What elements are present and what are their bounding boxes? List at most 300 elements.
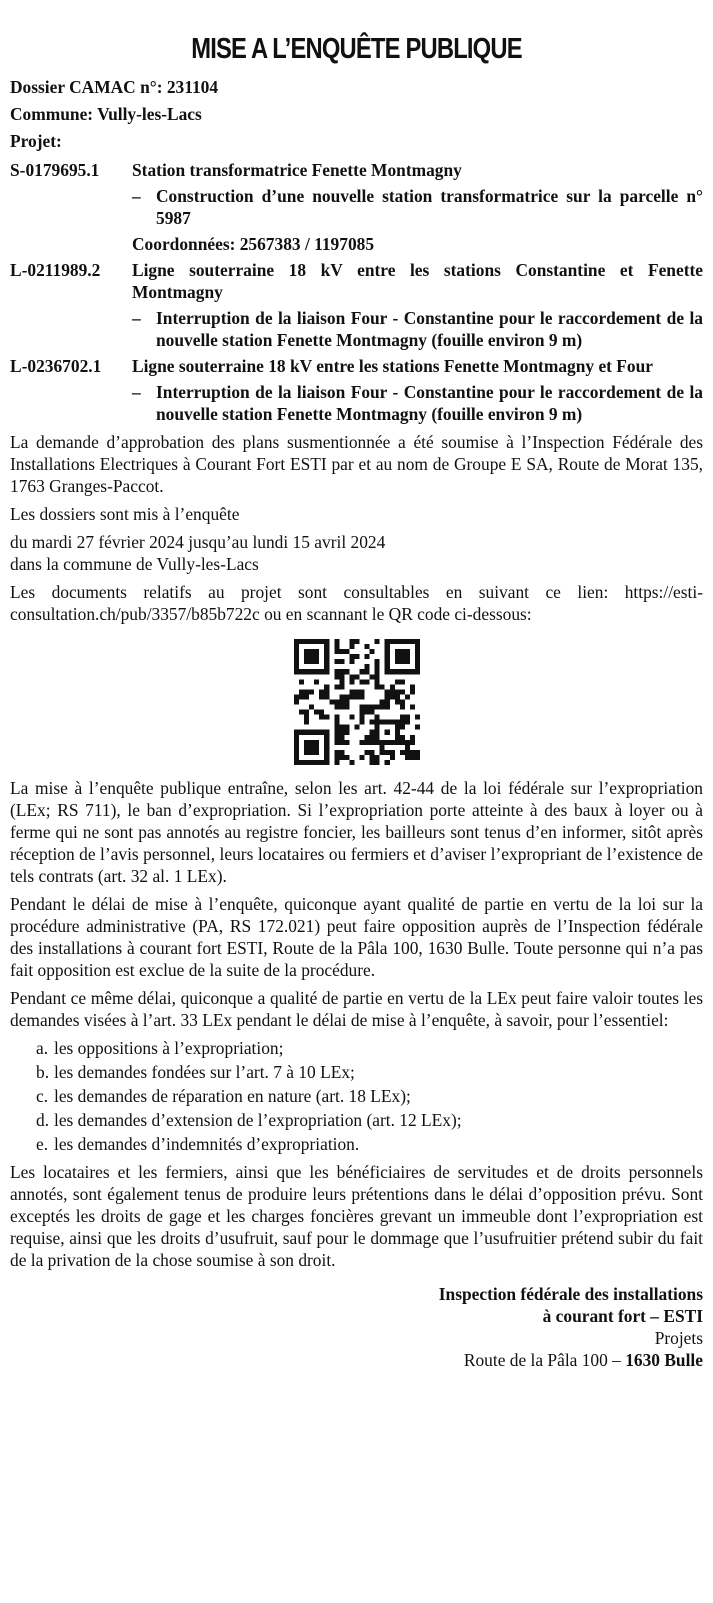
qr-module xyxy=(304,715,309,720)
qr-module xyxy=(344,730,349,735)
qr-module xyxy=(384,740,389,745)
qr-module xyxy=(304,649,309,654)
qr-module xyxy=(334,735,339,740)
qr-module xyxy=(374,740,379,745)
qr-module xyxy=(299,689,304,694)
list-text: les demandes de réparation en nature (art. 18 LEx); xyxy=(54,1086,411,1106)
qr-module xyxy=(359,679,364,684)
qr-module xyxy=(324,735,329,740)
project-detail-text: Construction d’une nouvelle station transformatrice sur la parcelle n° 5987 xyxy=(156,186,703,228)
qr-module xyxy=(314,740,319,745)
qr-module xyxy=(339,674,344,679)
qr-module xyxy=(404,649,409,654)
qr-module xyxy=(369,760,374,765)
qr-module xyxy=(344,725,349,730)
qr-module xyxy=(324,644,329,649)
qr-module xyxy=(389,684,394,689)
qr-module xyxy=(309,730,314,735)
qr-module xyxy=(404,750,409,755)
qr-module xyxy=(304,659,309,664)
qr-module xyxy=(304,750,309,755)
project-detail xyxy=(132,381,703,425)
qr-module xyxy=(369,735,374,740)
qr-module xyxy=(374,664,379,669)
qr-module xyxy=(304,710,309,715)
qr-module xyxy=(324,684,329,689)
qr-module xyxy=(409,750,414,755)
qr-module xyxy=(384,659,389,664)
qr-module xyxy=(384,730,389,735)
qr-module xyxy=(344,649,349,654)
qr-module xyxy=(354,689,359,694)
qr-module xyxy=(369,710,374,715)
qr-module xyxy=(364,705,369,710)
qr-module xyxy=(344,694,349,699)
qr-module xyxy=(399,659,404,664)
qr-module xyxy=(394,730,399,735)
qr-module xyxy=(379,699,384,704)
qr-module xyxy=(354,725,359,730)
qr-module xyxy=(414,755,419,760)
qr-module xyxy=(364,654,369,659)
list-item xyxy=(10,1061,703,1083)
qr-module xyxy=(374,705,379,710)
qr-module xyxy=(299,710,304,715)
project-coordinates: Coordonnées: 2567383 / 1197085 xyxy=(132,234,375,254)
qr-module xyxy=(309,639,314,644)
qr-module xyxy=(294,699,299,704)
list-text: les demandes d’indemnités d’expropriation. xyxy=(54,1134,360,1154)
qr-module xyxy=(329,699,334,704)
qr-module xyxy=(374,715,379,720)
notice-title: MISE A L’ENQUÊTE PUBLIQUE xyxy=(191,33,522,65)
qr-module xyxy=(404,755,409,760)
qr-module xyxy=(399,649,404,654)
qr-module xyxy=(404,720,409,725)
qr-module xyxy=(384,639,389,644)
qr-module xyxy=(334,720,339,725)
project-code: S-0179695.1 xyxy=(10,160,100,180)
qr-module xyxy=(324,689,329,694)
qr-module xyxy=(374,669,379,674)
qr-module xyxy=(344,699,349,704)
signature-org: Inspection fédérale des installations xyxy=(438,1284,703,1304)
project-title: Station transformatrice Fenette Montmagny xyxy=(132,160,462,180)
qr-module xyxy=(414,649,419,654)
list-letter: b. xyxy=(36,1062,50,1082)
qr-module xyxy=(399,699,404,704)
qr-module xyxy=(334,644,339,649)
qr-module xyxy=(399,725,404,730)
qr-module xyxy=(349,644,354,649)
qr-module xyxy=(364,750,369,755)
qr-module xyxy=(339,735,344,740)
qr-module xyxy=(364,664,369,669)
qr-module xyxy=(404,745,409,750)
qr-module xyxy=(369,740,374,745)
qr-module xyxy=(384,654,389,659)
dash: – xyxy=(132,382,141,402)
qr-module xyxy=(334,699,339,704)
qr-module xyxy=(384,644,389,649)
qr-module xyxy=(294,664,299,669)
qr-module xyxy=(294,760,299,765)
qr-module xyxy=(294,755,299,760)
qr-module xyxy=(374,674,379,679)
qr-module xyxy=(339,694,344,699)
qr-module xyxy=(389,669,394,674)
qr-module xyxy=(339,755,344,760)
qr-module xyxy=(349,689,354,694)
list-letter: a. xyxy=(36,1038,49,1058)
qr-module xyxy=(314,745,319,750)
qr-module xyxy=(319,715,324,720)
qr-module xyxy=(384,669,389,674)
qr-module xyxy=(379,705,384,710)
qr-module xyxy=(314,654,319,659)
qr-module xyxy=(379,740,384,745)
qr-module xyxy=(409,689,414,694)
qr-module xyxy=(314,760,319,765)
qr-module xyxy=(364,735,369,740)
qr-module xyxy=(299,694,304,699)
qr-module xyxy=(334,649,339,654)
list-item xyxy=(10,1037,703,1059)
qr-module xyxy=(369,649,374,654)
qr-module xyxy=(314,679,319,684)
qr-container xyxy=(10,639,703,765)
qr-module xyxy=(409,669,414,674)
qr-module xyxy=(379,745,384,750)
qr-module xyxy=(324,669,329,674)
qr-module xyxy=(309,760,314,765)
qr-module xyxy=(334,725,339,730)
qr-module xyxy=(344,669,349,674)
qr-module xyxy=(374,679,379,684)
qr-module xyxy=(334,760,339,765)
qr-module xyxy=(334,750,339,755)
qr-module xyxy=(324,664,329,669)
qr-module xyxy=(304,669,309,674)
qr-module xyxy=(294,639,299,644)
qr-module xyxy=(304,745,309,750)
qr-module xyxy=(334,684,339,689)
qr-module xyxy=(409,755,414,760)
qr-module xyxy=(294,740,299,745)
qr-module xyxy=(384,649,389,654)
qr-module xyxy=(319,694,324,699)
qr-module xyxy=(294,735,299,740)
project-detail-text: Interruption de la liaison Four - Constantine pour le raccordement de la nouvelle station Fenette Montmagny (fouille environ 9 m) xyxy=(156,382,703,424)
dash: – xyxy=(132,186,141,206)
qr-module xyxy=(359,740,364,745)
qr-module xyxy=(309,689,314,694)
qr-module xyxy=(299,730,304,735)
qr-module xyxy=(324,649,329,654)
qr-module xyxy=(354,674,359,679)
signature-org-sub: à courant fort – ESTI xyxy=(542,1306,703,1326)
qr-module xyxy=(359,694,364,699)
qr-module xyxy=(294,745,299,750)
list-item xyxy=(10,1133,703,1155)
qr-module xyxy=(384,705,389,710)
qr-module xyxy=(319,639,324,644)
qr-module xyxy=(309,659,314,664)
qr-module xyxy=(364,710,369,715)
qr-module xyxy=(374,639,379,644)
qr-module xyxy=(404,659,409,664)
qr-module xyxy=(414,644,419,649)
qr-module xyxy=(334,674,339,679)
qr-module xyxy=(364,740,369,745)
qr-module xyxy=(369,755,374,760)
qr-module xyxy=(399,735,404,740)
qr-module xyxy=(304,740,309,745)
qr-module xyxy=(389,639,394,644)
qr-module xyxy=(309,750,314,755)
expropriation-paragraph: La mise à l’enquête publique entraîne, selon les art. 42-44 de la loi fédérale sur l’expropriation (LEx; RS 711), le ban d’expropriation. Si l’expropriation porte atteinte à des baux à loyer ou à ferme qui ne sont pas annotés au registre foncier, les bailleurs sont tenus d’en informer, sitôt après réception de l’avis personnel, leurs locataires ou fermiers et d’aviser l’expropriant de l’existence de tels contrats (art. 32 al. 1 LEx). xyxy=(10,778,703,886)
qr-module xyxy=(294,659,299,664)
qr-module xyxy=(384,750,389,755)
qr-module xyxy=(339,669,344,674)
qr-module xyxy=(384,760,389,765)
project-code: L-0211989.2 xyxy=(10,260,101,280)
qr-module xyxy=(394,740,399,745)
qr-module xyxy=(369,705,374,710)
qr-module xyxy=(339,725,344,730)
qr-module xyxy=(339,649,344,654)
qr-module xyxy=(364,669,369,674)
qr-module xyxy=(414,664,419,669)
qr-module xyxy=(374,760,379,765)
qr-module xyxy=(304,639,309,644)
qr-module xyxy=(394,720,399,725)
list-text: les oppositions à l’expropriation; xyxy=(54,1038,284,1058)
list-item xyxy=(10,1085,703,1107)
qr-module xyxy=(384,664,389,669)
qr-module xyxy=(319,730,324,735)
qr-module xyxy=(334,705,339,710)
qr-module xyxy=(374,659,379,664)
project-code: L-0236702.1 xyxy=(10,356,102,376)
demands-list xyxy=(10,1037,703,1155)
qr-module xyxy=(294,730,299,735)
list-letter: e. xyxy=(36,1134,49,1154)
qr-module xyxy=(339,699,344,704)
list-letter: c. xyxy=(36,1086,49,1106)
qr-module xyxy=(414,654,419,659)
qr-module xyxy=(309,649,314,654)
project-title: Ligne souterraine 18 kV entre les stations Fenette Montmagny et Four xyxy=(132,356,654,376)
qr-module xyxy=(369,720,374,725)
qr-module xyxy=(414,715,419,720)
qr-code-icon[interactable] xyxy=(294,639,420,765)
qr-module xyxy=(404,715,409,720)
qr-module xyxy=(414,669,419,674)
qr-module xyxy=(324,745,329,750)
tenants-paragraph: Les locataires et les fermiers, ainsi que les bénéficiaires de servitudes et de droits personnels annotés, sont également tenus de produire leurs prétentions dans le délai d’opposition prévu. Sont exceptés les droits de gage et les charges foncières grevant un immeuble dont l’expropriation est requise, ainsi que les droits d’usufruit, sauf pour le dommage que l’usufruitier prétend subir du fait de la privation de la chose soumise à son droit. xyxy=(10,1162,703,1270)
qr-module xyxy=(359,669,364,674)
qr-module xyxy=(399,654,404,659)
qr-module xyxy=(349,659,354,664)
qr-module xyxy=(404,740,409,745)
qr-module xyxy=(394,735,399,740)
qr-module xyxy=(314,710,319,715)
qr-module xyxy=(389,750,394,755)
project-label: Projet: xyxy=(10,131,62,151)
qr-module xyxy=(359,715,364,720)
qr-module xyxy=(319,760,324,765)
qr-module xyxy=(334,715,339,720)
qr-module xyxy=(399,669,404,674)
qr-module xyxy=(374,720,379,725)
qr-module xyxy=(314,669,319,674)
qr-module xyxy=(404,669,409,674)
qr-module xyxy=(354,639,359,644)
documents-paragraph: Les documents relatifs au projet sont consultables en suivant ce lien: https://esti-consultation.ch/pub/3357/b85b722c ou en scannant le QR code ci-dessous: xyxy=(10,582,703,624)
qr-module xyxy=(389,740,394,745)
qr-module xyxy=(324,694,329,699)
qr-module xyxy=(364,644,369,649)
qr-module xyxy=(394,639,399,644)
qr-module xyxy=(399,679,404,684)
qr-module xyxy=(309,654,314,659)
qr-module xyxy=(324,639,329,644)
qr-module xyxy=(324,730,329,735)
qr-module xyxy=(409,735,414,740)
dossier-meta xyxy=(10,74,703,155)
qr-module xyxy=(334,740,339,745)
qr-module xyxy=(374,684,379,689)
qr-module xyxy=(294,669,299,674)
qr-module xyxy=(334,669,339,674)
qr-module xyxy=(374,735,379,740)
qr-module xyxy=(304,689,309,694)
project-detail-text: Interruption de la liaison Four - Constantine pour le raccordement de la nouvelle station Fenette Montmagny (fouille environ 9 m) xyxy=(156,308,703,350)
qr-module xyxy=(354,654,359,659)
qr-module xyxy=(389,755,394,760)
qr-module xyxy=(379,720,384,725)
dossier-number: Dossier CAMAC n°: 231104 xyxy=(10,77,219,97)
qr-module xyxy=(309,745,314,750)
qr-module xyxy=(294,649,299,654)
qr-module xyxy=(359,710,364,715)
qr-module xyxy=(404,654,409,659)
dash: – xyxy=(132,308,141,328)
inquiry-intro: Les dossiers sont mis à l’enquête xyxy=(10,504,240,524)
qr-module xyxy=(324,750,329,755)
qr-module xyxy=(399,740,404,745)
qr-module xyxy=(414,750,419,755)
project-detail xyxy=(132,185,703,229)
qr-module xyxy=(304,730,309,735)
project-entry xyxy=(10,259,703,303)
opposition-paragraph: Pendant le délai de mise à l’enquête, quiconque ayant qualité de partie en vertu de la loi sur la procédure administrative (PA, RS 172.021) peut faire opposition auprès de l’Inspection fédérale des installations à courant fort ESTI, Route de la Pâla 100, 1630 Bulle. Toute personne qui n’a pas fait opposition est exclue de la suite de la procédure. xyxy=(10,894,703,980)
qr-module xyxy=(334,659,339,664)
qr-module xyxy=(359,689,364,694)
qr-module xyxy=(339,679,344,684)
qr-module xyxy=(349,654,354,659)
qr-module xyxy=(319,710,324,715)
qr-module xyxy=(304,720,309,725)
inquiry-commune: dans la commune de Vully-les-Lacs xyxy=(10,554,259,574)
qr-module xyxy=(394,725,399,730)
qr-module xyxy=(324,659,329,664)
qr-module xyxy=(369,730,374,735)
project-detail xyxy=(132,307,703,351)
address-city: 1630 Bulle xyxy=(625,1350,703,1370)
qr-module xyxy=(294,750,299,755)
qr-module xyxy=(394,694,399,699)
qr-module xyxy=(354,694,359,699)
qr-module xyxy=(349,694,354,699)
qr-module xyxy=(304,760,309,765)
qr-module xyxy=(309,740,314,745)
qr-module xyxy=(369,674,374,679)
qr-module xyxy=(314,639,319,644)
qr-module xyxy=(349,639,354,644)
signature-address xyxy=(10,1349,703,1371)
qr-module xyxy=(314,659,319,664)
qr-module xyxy=(404,694,409,699)
qr-module xyxy=(414,659,419,664)
qr-module xyxy=(304,694,309,699)
qr-module xyxy=(404,639,409,644)
qr-module xyxy=(334,755,339,760)
qr-module xyxy=(389,720,394,725)
qr-module xyxy=(374,730,379,735)
qr-module xyxy=(324,755,329,760)
qr-module xyxy=(394,679,399,684)
qr-module xyxy=(394,649,399,654)
qr-module xyxy=(384,720,389,725)
qr-module xyxy=(324,715,329,720)
qr-module xyxy=(299,639,304,644)
qr-module xyxy=(414,725,419,730)
qr-module xyxy=(394,654,399,659)
qr-module xyxy=(394,699,399,704)
qr-module xyxy=(309,669,314,674)
qr-module xyxy=(339,740,344,745)
qr-module xyxy=(314,649,319,654)
qr-module xyxy=(399,715,404,720)
qr-module xyxy=(409,705,414,710)
qr-module xyxy=(319,669,324,674)
qr-module xyxy=(314,730,319,735)
qr-module xyxy=(394,659,399,664)
qr-module xyxy=(369,750,374,755)
qr-module xyxy=(349,679,354,684)
project-entry xyxy=(10,355,703,377)
qr-module xyxy=(384,699,389,704)
inquiry-dates xyxy=(10,531,703,575)
list-letter: d. xyxy=(36,1110,50,1130)
qr-module xyxy=(339,705,344,710)
qr-module xyxy=(349,715,354,720)
qr-module xyxy=(324,654,329,659)
qr-module xyxy=(339,684,344,689)
project-entry xyxy=(10,159,703,181)
qr-module xyxy=(339,730,344,735)
qr-module xyxy=(359,705,364,710)
qr-module xyxy=(339,659,344,664)
qr-module xyxy=(374,755,379,760)
qr-module xyxy=(384,689,389,694)
qr-module xyxy=(294,644,299,649)
qr-module xyxy=(399,639,404,644)
qr-module xyxy=(359,755,364,760)
qr-module xyxy=(319,689,324,694)
